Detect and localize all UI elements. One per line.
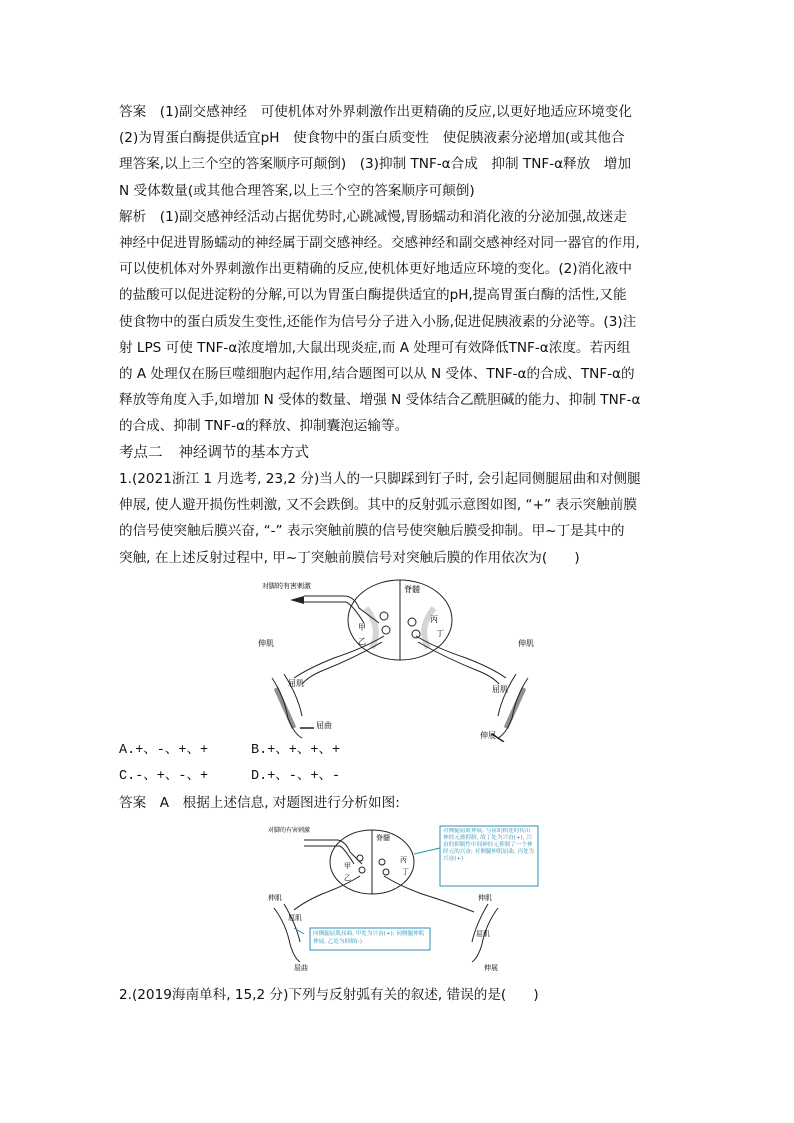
option-b[interactable]: B.+、+、+、+: [251, 743, 341, 758]
figure1-extensor-right-label: 伸肌: [518, 639, 534, 648]
analysis-line-8: 释放等角度入手,如增加 N 受体的数量、增强 N 受体结合乙酰胆碱的能力、抑制 TNF-α: [119, 392, 641, 409]
figure1-spinal-cord-label: 脊髓: [404, 585, 420, 594]
question-1: [119, 466, 679, 571]
analysis-line-9: 的合成、抑制 TNF-α的释放、抑制囊泡运输等。: [119, 418, 409, 435]
section-heading: [119, 440, 679, 466]
figure1-bing-label: 丙: [430, 615, 438, 624]
figure1-flexor-left-label: 屈肌: [288, 679, 304, 688]
figure2-extend-label: 伸展: [484, 964, 498, 972]
question-1-line-2: 伸展, 使人避开损伤性刺激, 又不会跌倒。其中的反射弧示意图如图, “+” 表示突触前膜: [119, 497, 637, 514]
figure1-flexor-right-label: 屈肌: [492, 685, 508, 694]
figure2-flexor-right-label: 屈肌: [476, 930, 490, 938]
stimulus-arrow-icon: [290, 596, 304, 604]
figure2-yi-label: 乙: [344, 874, 351, 882]
analysis-line-4: 的盐酸可以促进淀粉的分解,可以为胃蛋白酶提供适宜的pH,提高胃蛋白酶的活性,又能: [119, 287, 627, 304]
option-d[interactable]: D.+、-、+、-: [251, 769, 341, 784]
section-heading-title: 神经调节的基本方式: [178, 444, 309, 461]
analysis-line-3: 可以使机体对外界刺激作出更精确的反应,使机体更好地适应环境的变化。(2)消化液中: [119, 261, 632, 278]
question-1-line-3: 的信号使突触后膜兴奋, “-” 表示突触前膜的信号使突触后膜受抑制。甲~丁是其中的: [119, 523, 625, 540]
analysis-line-5: 使食物中的蛋白质发生变性,还能作为信号分子进入小肠,促进促胰液素的分泌等。(3)注: [119, 313, 637, 330]
figure1-ding-label: 丁: [436, 629, 444, 638]
analysis-line-7: 的 A 处理仅在肠巨噬细胞内起作用,结合题图可以从 N 受体、TNF-α的合成、TNF-α的: [119, 366, 635, 383]
figure1-yi-label: 乙: [358, 637, 366, 646]
figure1-jia-label: 甲: [358, 623, 366, 632]
figure1-extensor-left-label: 伸肌: [258, 639, 274, 648]
answer-line-1: 答案 (1)副交感神经 可使机体对外界刺激作出更精确的反应,以更好地适应环境变化: [119, 104, 632, 120]
figure2-ding-label: 丁: [402, 868, 409, 876]
question-1-line-1: 1.(2021浙江 1 月选考, 23,2 分)当人的一只脚踩到钉子时, 会引起同侧腿屈曲和对侧腿: [119, 471, 641, 487]
answer-line-4: N 受体数量(或其他合理答案,以上三个空的答案顺序可颠倒): [119, 182, 475, 199]
option-a[interactable]: A.+、-、+、+: [119, 743, 209, 758]
answer-line-3: 理答案,以上三个空的答案顺序可颠倒) (3)抑制 TNF-α合成 抑制 TNF-α释放 增加: [119, 156, 632, 173]
reflex-arc-figure: [254, 578, 546, 742]
figure2-extensor-left-label: 伸肌: [268, 894, 282, 902]
figure2-spinal-cord-label: 脊髓: [376, 834, 390, 842]
figure2-jia-label: 甲: [344, 862, 351, 870]
figure2-flexor-left-label: 屈肌: [288, 914, 302, 922]
analysis-line-6: 射 LPS 可使 TNF-α浓度增加,大鼠出现炎症,而 A 处理可有效降低TNF-α浓度。若丙组: [119, 339, 631, 356]
question-1-answer: [119, 790, 679, 816]
question-2: [119, 982, 679, 1008]
analysis-line-1: 解析 (1)副交感神经活动占据优势时,心跳减慢,胃肠蠕动和消化液的分泌加强,故迷走: [119, 208, 627, 225]
figure2-note-top: 对侧腿屈肌伸展, 与屈肌相连的传出神经元被抑制, 故丁处为兴奋(+), 兴奋的抑制性中间神经元抑制了一个神经元的兴奋; 对侧腿伸肌屈曲, 丙处为兴奋(+): [443, 828, 535, 862]
annotated-reflex-arc-figure: [264, 824, 540, 974]
question-1-answer-text: 答案 A 根据上述信息, 对题图进行分析如图:: [119, 795, 400, 811]
question-1-line-4: 突触, 在上述反射过程中, 甲~丁突触前膜信号对突触后膜的作用依次为( ): [119, 549, 580, 566]
figure1-extend-label: 伸展: [480, 731, 496, 740]
question-2-text: 2.(2019海南单科, 15,2 分)下列与反射弧有关的叙述, 错误的是( ): [119, 987, 539, 1003]
option-c[interactable]: C.-、+、-、+: [119, 769, 209, 784]
figure2-bing-label: 丙: [400, 856, 407, 864]
figure2-extensor-right-label: 伸肌: [478, 894, 492, 902]
analysis-line-2: 神经中促进胃肠蠕动的神经属于副交感神经。交感神经和副交感神经对同一器官的作用,: [119, 235, 640, 252]
figure2-note-bottom: 同侧腿屈肌屈曲, 甲处为兴奋(+); 同侧腿伸肌伸展, 乙处为抑制(-): [313, 931, 425, 945]
figure2-flex-label: 屈曲: [294, 964, 308, 972]
answer-line-2: (2)为胃蛋白酶提供适宜pH 使食物中的蛋白质变性 使促胰液素分泌增加(或其他合: [119, 130, 625, 147]
figure1-flex-label: 屈曲: [316, 721, 332, 730]
figure1-stimulus-label: 对脚的有害刺激: [262, 582, 311, 590]
section-heading-label: 考点二: [119, 444, 163, 461]
answer-analysis-section: [119, 99, 679, 466]
question-1-options: [119, 738, 679, 790]
figure2-stimulus-label: 对脚的有害刺激: [268, 827, 311, 834]
